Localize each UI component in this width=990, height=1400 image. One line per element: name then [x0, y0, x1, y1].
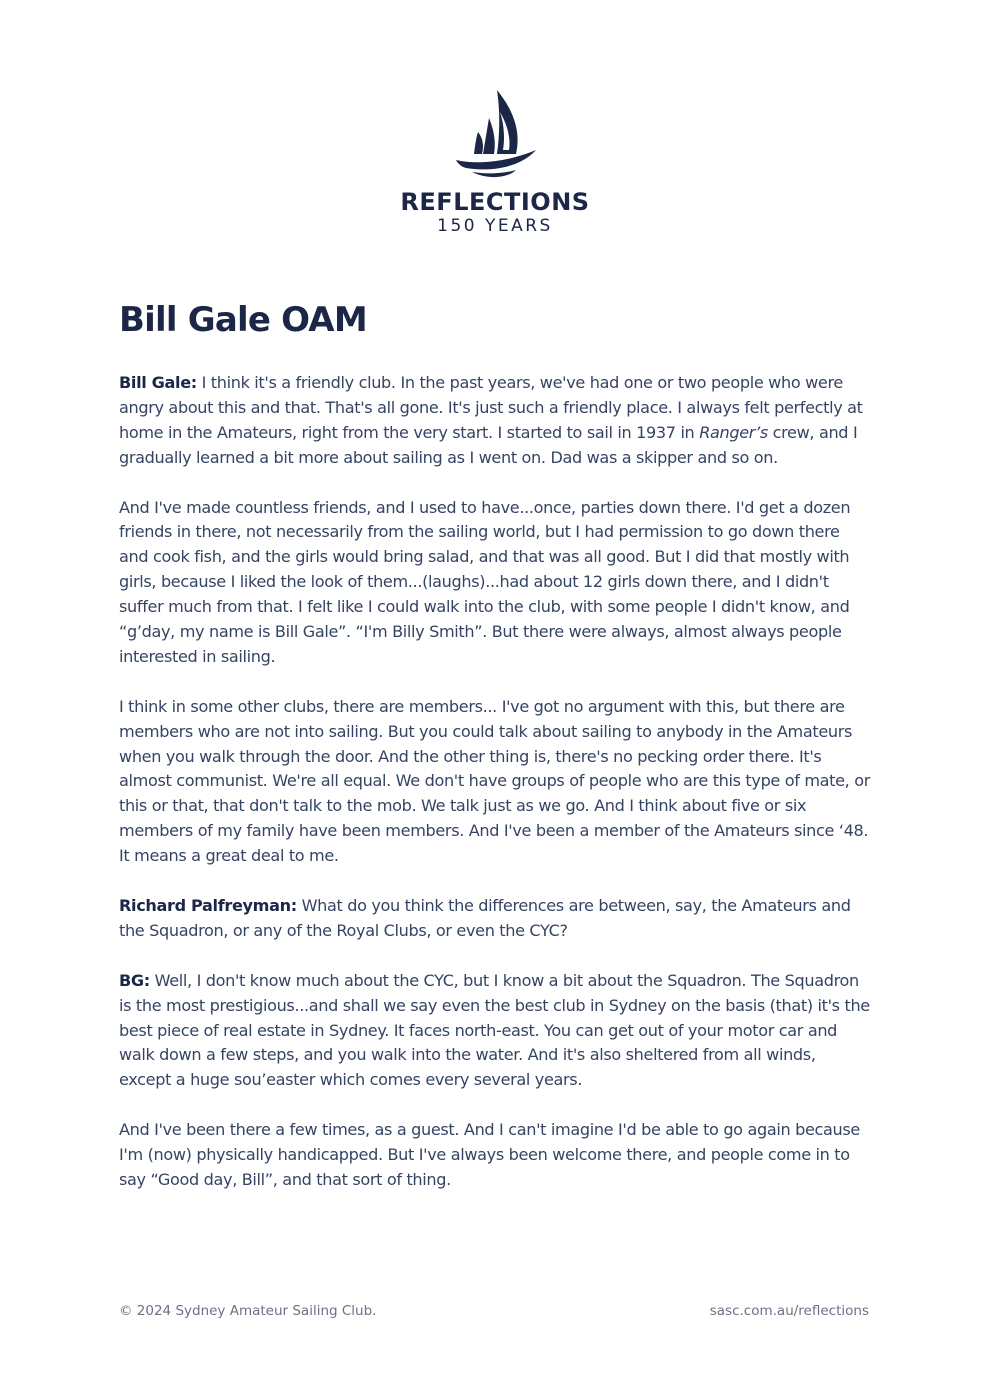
- paragraph-text: What do you think the differences are between, say, the Amateurs and the Squadron, or any of the Royal Clubs, or even the CYC?: [119, 895, 851, 940]
- footer-url[interactable]: sasc.com.au/reflections: [709, 1303, 869, 1319]
- paragraph-4: [119, 894, 871, 944]
- paragraph-text: Well, I don't know much about the CYC, but I know a bit about the Squadron. The Squadron is the most prestigious...and shall we say even the best club in Sydney on the basis (that) it's the best piece of real estate in Sydney. It faces north-east. You can get out of your motor car and walk down a few steps, and you walk into the water. And it's also sheltered from all winds, except a huge sou’easter which comes every several years.: [119, 970, 870, 1090]
- logo-title: REFLECTIONS: [400, 188, 590, 216]
- paragraph-text: And I've made countless friends, and I used to have...once, parties down there. I'd get a dozen friends in there, not necessarily from the sailing world, but I had permission to go down there and cook fish, and the girls would bring salad, and that was all good. But I did that mostly with girls, because I liked the look of them...(laughs)...had about 12 girls down there, and I didn't suffer much from that. I felt like I could walk into the club, with some people I didn't know, and “g’day, my name is Bill Gale”. “I'm Billy Smith”. But there were always, almost always people interested in sailing.: [119, 497, 851, 666]
- speaker-name: Bill Gale:: [119, 373, 197, 392]
- paragraph-2: [119, 496, 871, 670]
- speaker-name: BG:: [119, 970, 150, 990]
- boat-name: Ranger’s: [699, 422, 768, 442]
- paragraph-3: [119, 695, 871, 869]
- reflections-logo: [0, 88, 990, 236]
- paragraph-5: [119, 969, 871, 1094]
- speaker-name: Richard Palfreyman:: [119, 895, 297, 915]
- footer-copyright: © 2024 Sydney Amateur Sailing Club.: [119, 1303, 377, 1319]
- paragraph-6: [119, 1118, 871, 1193]
- sailboat-icon: [450, 88, 540, 180]
- interview-body: [119, 371, 871, 1218]
- paragraph-text: And I've been there a few times, as a guest. And I can't imagine I'd be able to go again because I'm (now) physically handicapped. But I've always been welcome there, and people come in to say “Good day, Bill”, and that sort of thing.: [119, 1120, 860, 1189]
- paragraph-text: I think it's a friendly club. In the past years, we've had one or two people who were angry about this and that. That's all gone. It's just such a friendly place. I always felt perfectly at home in the Amateurs, right from the very start. I started to sail in 1937 in: [119, 373, 863, 442]
- paragraph-1: [119, 371, 871, 471]
- paragraph-text: crew, and I gradually learned a bit more about sailing as I went on. Dad was a skipper and so on.: [119, 422, 858, 467]
- page-title: Bill Gale OAM: [119, 300, 367, 340]
- paragraph-text: I think in some other clubs, there are members... I've got no argument with this, but there are members who are not into sailing. But you could talk about sailing to anybody in the Amateurs when you walk through the door. And the other thing is, there's no pecking order there. It's almost communist. We're all equal. We don't have groups of people who are this type of mate, or this or that, that don't talk to the mob. We talk just as we go. And I think about five or six members of my family have been members. And I've been a member of the Amateurs since ‘48. It means a great deal to me.: [119, 696, 870, 866]
- logo-subtitle: 150 YEARS: [437, 216, 553, 236]
